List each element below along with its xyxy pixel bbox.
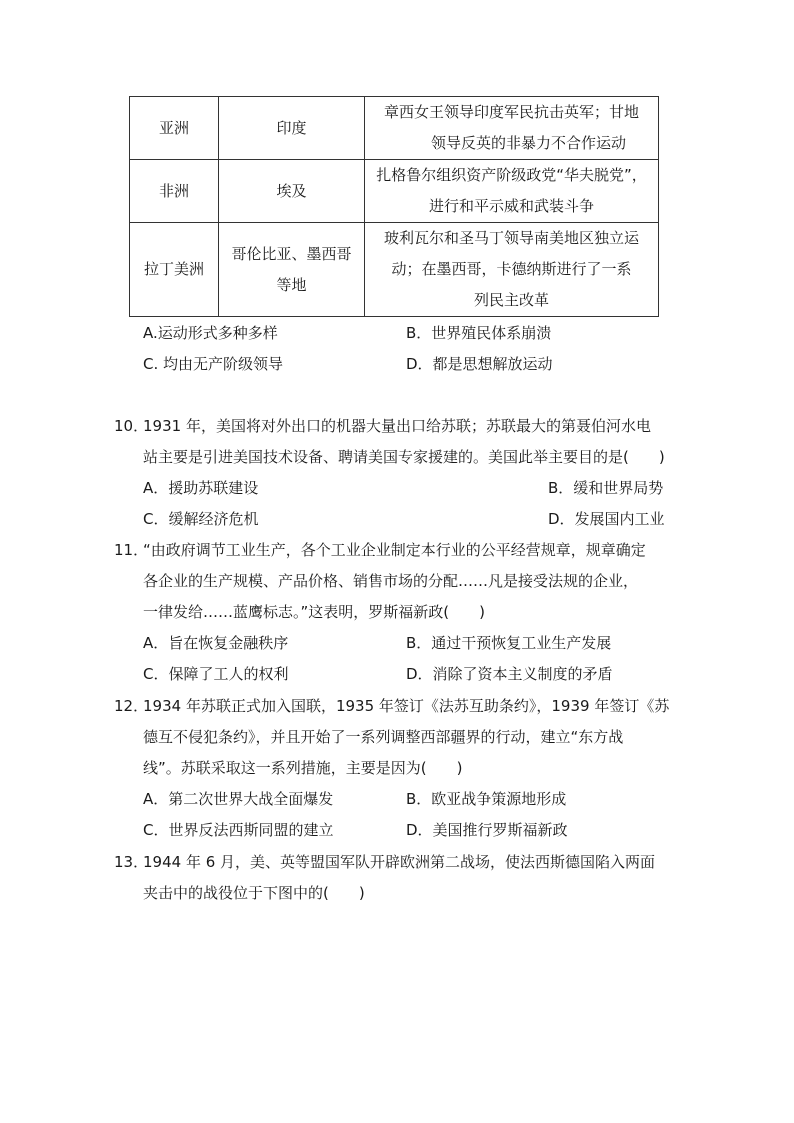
event-cell: 玻利瓦尔和圣马丁领导南美地区独立运 动；在墨西哥，卡德纳斯进行了一系 列民主改革 [365, 223, 659, 317]
q9-option-d: D．都是思想解放运动 [406, 355, 553, 373]
q12-number: 12． [114, 697, 149, 715]
q10-option-d: D．发展国内工业 [548, 510, 665, 528]
q11-stem-line: 各企业的生产规模、产品价格、销售市场的分配……凡是接受法规的企业， [143, 572, 639, 590]
q10-number: 10． [114, 417, 149, 435]
country-cell: 埃及 [219, 160, 365, 223]
q11-option-c: C．保障了工人的权利 [143, 665, 289, 683]
q9-option-a: A.运动形式多种多样 [143, 324, 278, 342]
q12-option-b: B．欧亚战争策源地形成 [406, 790, 567, 808]
q13-stem-line: 夹击中的战役位于下图中的( ) [143, 884, 365, 902]
q12-stem-line: 1934 年苏联正式加入国联，1935 年签订《法苏互助条约》，1939 年签订《苏 [143, 697, 670, 715]
country-cell: 印度 [219, 97, 365, 160]
q11-number: 11． [114, 541, 149, 559]
q11-option-b: B．通过干预恢复工业生产发展 [406, 634, 612, 652]
region-cell: 拉丁美洲 [130, 223, 219, 317]
q12-stem-line: 线”。苏联采取这一系列措施，主要是因为( ) [143, 759, 463, 777]
q9-option-c: C. 均由无产阶级领导 [143, 355, 284, 373]
region-cell: 亚洲 [130, 97, 219, 160]
q12-option-c: C．世界反法西斯同盟的建立 [143, 821, 334, 839]
table-row [130, 223, 659, 317]
q11-stem-line: “由政府调节工业生产，各个工业企业制定本行业的公平经营规章，规章确定 [143, 541, 646, 559]
q10-option-b: B．缓和世界局势 [548, 479, 664, 497]
region-cell: 非洲 [130, 160, 219, 223]
q12-stem-line: 德互不侵犯条约》，并且开始了一系列调整西部疆界的行动，建立“东方战 [143, 728, 624, 746]
q11-option-d: D．消除了资本主义制度的矛盾 [406, 665, 613, 683]
q12-option-d: D．美国推行罗斯福新政 [406, 821, 568, 839]
q10-stem-line: 站主要是引进美国技术设备、聘请美国专家援建的。美国此举主要目的是( ) [143, 448, 665, 466]
table-row [130, 97, 659, 160]
q9-option-b: B．世界殖民体系崩溃 [406, 324, 552, 342]
country-cell: 哥伦比亚、墨西哥 等地 [219, 223, 365, 317]
event-cell: 扎格鲁尔组织资产阶级政党“华夫脱党”， 进行和平示威和武装斗争 [365, 160, 659, 223]
table-row [130, 160, 659, 223]
history-table [129, 96, 659, 317]
q11-stem-line: 一律发给……蓝鹰标志。”这表明，罗斯福新政( ) [143, 603, 485, 621]
q10-option-c: C．缓解经济危机 [143, 510, 259, 528]
q11-option-a: A．旨在恢复金融秩序 [143, 634, 289, 652]
event-cell: 章西女王领导印度军民抗击英军；甘地 领导反英的非暴力不合作运动 [365, 97, 659, 160]
q10-option-a: A．援助苏联建设 [143, 479, 259, 497]
q13-stem-line: 1944 年 6 月，美、英等盟国军队开辟欧洲第二战场，使法西斯德国陷入两面 [143, 853, 656, 871]
q13-number: 13． [114, 853, 149, 871]
q12-option-a: A．第二次世界大战全面爆发 [143, 790, 334, 808]
q10-stem-line: 1931 年，美国将对外出口的机器大量出口给苏联；苏联最大的第聂伯河水电 [143, 417, 651, 435]
